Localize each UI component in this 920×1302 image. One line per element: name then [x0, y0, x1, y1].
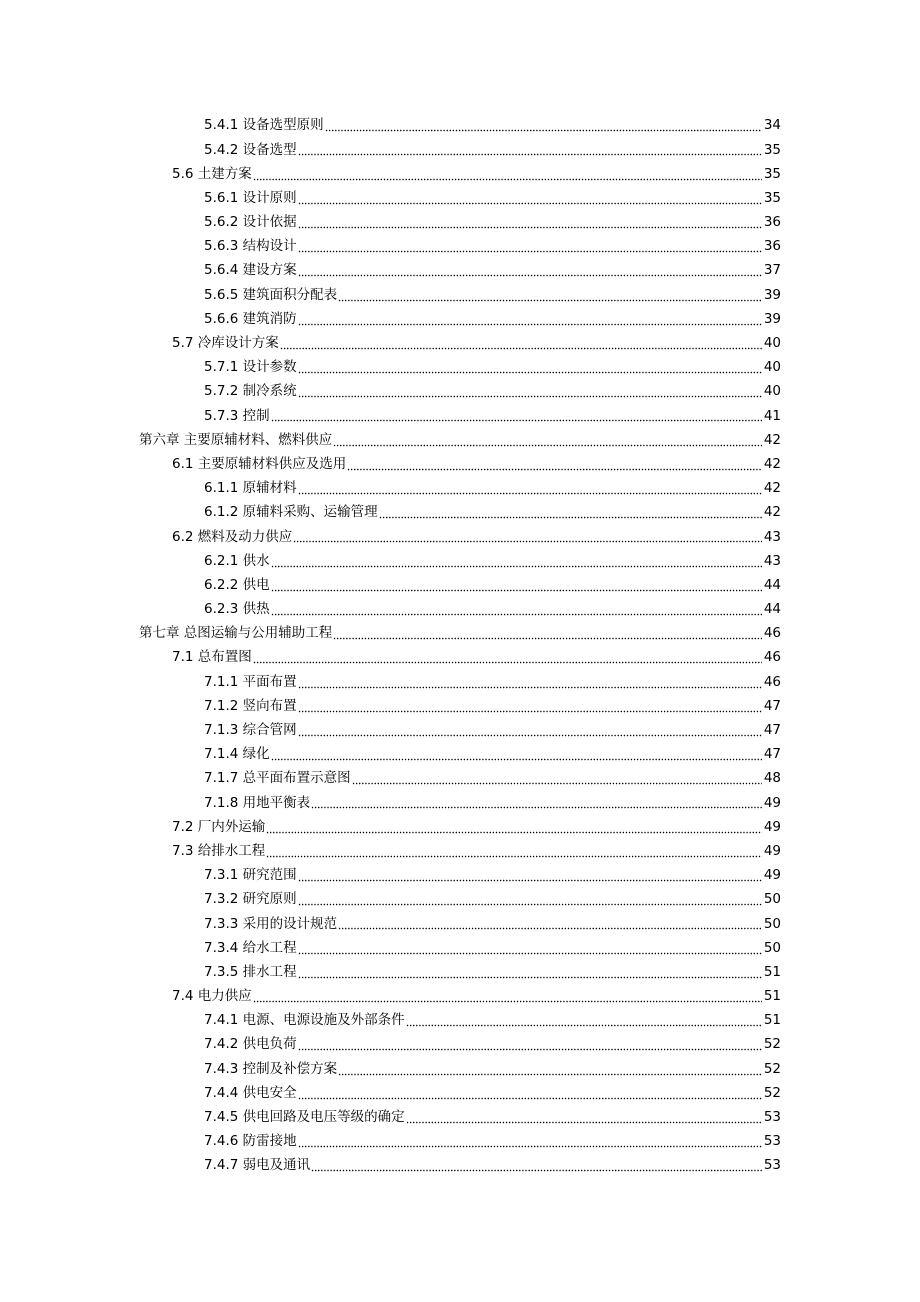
dot-leader [253, 654, 762, 664]
toc-entry-title: 7.1.7 总平面布置示意图 [204, 770, 351, 787]
toc-entry-page-number: 49 [763, 842, 781, 859]
toc-entry[interactable] [0, 211, 920, 235]
toc-entry-page-number: 43 [763, 552, 781, 569]
toc-entry[interactable] [0, 1057, 920, 1081]
toc-entry-page-number: 48 [763, 770, 781, 787]
dot-leader [298, 1138, 762, 1148]
dot-leader [338, 920, 762, 930]
toc-entry-page-number: 34 [763, 117, 781, 134]
toc-entry-page-number: 42 [763, 455, 781, 472]
dot-leader [298, 1090, 762, 1100]
toc-entry[interactable] [0, 1130, 920, 1154]
toc-entry-title: 7.3 给排水工程 [172, 842, 266, 859]
toc-entry[interactable] [0, 356, 920, 380]
toc-entry[interactable] [0, 283, 920, 307]
toc-entry[interactable] [0, 1154, 920, 1178]
dot-leader [333, 630, 762, 640]
dot-leader [298, 945, 762, 955]
toc-entry-title: 5.7.2 制冷系统 [204, 383, 297, 400]
toc-entry[interactable] [0, 187, 920, 211]
toc-entry-title: 7.4 电力供应 [172, 988, 252, 1005]
toc-entry[interactable] [0, 912, 920, 936]
dot-leader [298, 872, 762, 882]
toc-entry-title: 7.4.2 供电负荷 [204, 1036, 297, 1053]
toc-entry-page-number: 47 [763, 697, 781, 714]
toc-entry-title: 7.1.3 综合管网 [204, 722, 297, 739]
toc-entry[interactable] [0, 1009, 920, 1033]
toc-entry[interactable] [0, 840, 920, 864]
toc-entry-title: 7.1.2 竖向布置 [204, 697, 297, 714]
toc-entry-page-number: 44 [763, 601, 781, 618]
toc-entry-title: 7.3.3 采用的设计规范 [204, 915, 338, 932]
toc-entry[interactable] [0, 1106, 920, 1130]
dot-leader [333, 437, 762, 447]
toc-entry-title: 5.6 土建方案 [172, 165, 252, 182]
toc-entry[interactable] [0, 985, 920, 1009]
toc-entry-page-number: 35 [763, 165, 781, 182]
toc-entry-page-number: 42 [763, 504, 781, 521]
dot-leader [298, 364, 762, 374]
toc-entry-title: 5.7.1 设计参数 [204, 359, 297, 376]
dot-leader [298, 388, 762, 398]
toc-entry-page-number: 37 [763, 262, 781, 279]
toc-entry-page-number: 50 [763, 891, 781, 908]
toc-entry[interactable] [0, 574, 920, 598]
dot-leader [271, 606, 762, 616]
table-of-contents [0, 114, 920, 1178]
toc-entry-title: 7.1.4 绿化 [204, 746, 270, 763]
toc-entry-page-number: 42 [763, 431, 781, 448]
toc-entry-title: 7.3.1 研究范围 [204, 867, 297, 884]
toc-entry[interactable] [0, 695, 920, 719]
toc-entry[interactable] [0, 162, 920, 186]
toc-entry-title: 5.4.1 设备选型原则 [204, 117, 324, 134]
toc-entry[interactable] [0, 622, 920, 646]
toc-entry[interactable] [0, 453, 920, 477]
toc-entry-title: 7.4.4 供电安全 [204, 1084, 297, 1101]
toc-entry[interactable] [0, 646, 920, 670]
toc-entry-page-number: 35 [763, 189, 781, 206]
toc-entry[interactable] [0, 259, 920, 283]
dot-leader [298, 969, 762, 979]
dot-leader [298, 1041, 762, 1051]
toc-entry-page-number: 50 [763, 939, 781, 956]
dot-leader [266, 848, 762, 858]
dot-leader [271, 412, 762, 422]
dot-leader [280, 340, 762, 350]
toc-entry-title: 5.6.3 结构设计 [204, 238, 297, 255]
toc-entry-page-number: 41 [763, 407, 781, 424]
toc-entry-title: 7.2 厂内外运输 [172, 818, 266, 835]
dot-leader [271, 582, 762, 592]
toc-entry[interactable] [0, 888, 920, 912]
toc-entry-title: 6.2.3 供热 [204, 601, 270, 618]
toc-entry[interactable] [0, 138, 920, 162]
toc-entry-page-number: 52 [763, 1036, 781, 1053]
dot-leader [311, 1162, 762, 1172]
dot-leader [298, 219, 762, 229]
dot-leader [379, 509, 762, 519]
toc-entry-page-number: 51 [763, 988, 781, 1005]
toc-entry-page-number: 49 [763, 867, 781, 884]
toc-entry-page-number: 36 [763, 214, 781, 231]
toc-entry[interactable] [0, 598, 920, 622]
toc-entry-page-number: 40 [763, 359, 781, 376]
toc-entry-page-number: 40 [763, 383, 781, 400]
dot-leader [406, 1017, 762, 1027]
dot-leader [338, 1066, 762, 1076]
toc-entry-page-number: 44 [763, 576, 781, 593]
dot-leader [298, 727, 762, 737]
toc-entry[interactable] [0, 404, 920, 428]
toc-entry[interactable] [0, 1033, 920, 1057]
toc-entry-title: 7.4.7 弱电及通讯 [204, 1157, 311, 1174]
toc-entry-page-number: 51 [763, 963, 781, 980]
toc-entry-page-number: 35 [763, 141, 781, 158]
dot-leader [298, 267, 762, 277]
toc-entry-page-number: 46 [763, 673, 781, 690]
toc-entry-title: 7.1 总布置图 [172, 649, 252, 666]
dot-leader [298, 316, 762, 326]
toc-entry[interactable] [0, 332, 920, 356]
toc-entry-page-number: 47 [763, 746, 781, 763]
toc-entry-title: 5.6.1 设计原则 [204, 189, 297, 206]
toc-entry[interactable] [0, 380, 920, 404]
toc-entry-title: 7.3.4 给水工程 [204, 939, 297, 956]
toc-entry-title: 7.4.5 供电回路及电压等级的确定 [204, 1109, 405, 1126]
toc-entry-page-number: 52 [763, 1060, 781, 1077]
dot-leader [253, 171, 762, 181]
toc-entry-title: 7.4.3 控制及补偿方案 [204, 1060, 338, 1077]
toc-entry[interactable] [0, 308, 920, 332]
dot-leader [298, 485, 762, 495]
dot-leader [325, 122, 762, 132]
dot-leader [352, 775, 762, 785]
toc-entry-title: 第六章 主要原辅材料、燃料供应 [139, 431, 333, 448]
toc-entry-page-number: 52 [763, 1084, 781, 1101]
toc-entry-page-number: 51 [763, 1012, 781, 1029]
toc-entry-page-number: 43 [763, 528, 781, 545]
toc-entry[interactable] [0, 114, 920, 138]
toc-entry-page-number: 40 [763, 335, 781, 352]
dot-leader [271, 558, 762, 568]
toc-entry-page-number: 47 [763, 722, 781, 739]
toc-entry[interactable] [0, 501, 920, 525]
dot-leader [293, 533, 762, 543]
dot-leader [347, 461, 762, 471]
toc-entry-page-number: 46 [763, 649, 781, 666]
toc-entry-page-number: 39 [763, 310, 781, 327]
toc-entry-page-number: 53 [763, 1109, 781, 1126]
toc-entry-title: 6.1.1 原辅材料 [204, 480, 297, 497]
dot-leader [266, 824, 762, 834]
toc-entry-title: 7.3.5 排水工程 [204, 963, 297, 980]
dot-leader [271, 751, 762, 761]
toc-entry-title: 5.6.2 设计依据 [204, 214, 297, 231]
dot-leader [338, 292, 762, 302]
toc-entry-title: 7.1.1 平面布置 [204, 673, 297, 690]
toc-entry[interactable] [0, 815, 920, 839]
toc-entry-title: 6.2.2 供电 [204, 576, 270, 593]
dot-leader [298, 243, 762, 253]
toc-entry-title: 6.1.2 原辅料采购、运输管理 [204, 504, 378, 521]
dot-leader [311, 799, 762, 809]
toc-entry[interactable] [0, 1082, 920, 1106]
toc-entry[interactable] [0, 477, 920, 501]
dot-leader [298, 195, 762, 205]
toc-entry[interactable] [0, 743, 920, 767]
toc-entry[interactable] [0, 428, 920, 452]
toc-entry[interactable] [0, 864, 920, 888]
toc-entry[interactable] [0, 791, 920, 815]
dot-leader [298, 679, 762, 689]
dot-leader [298, 146, 762, 156]
toc-entry-title: 5.7.3 控制 [204, 407, 270, 424]
toc-entry-title: 5.6.5 建筑面积分配表 [204, 286, 338, 303]
toc-entry-page-number: 49 [763, 818, 781, 835]
toc-entry-page-number: 49 [763, 794, 781, 811]
toc-entry-title: 7.3.2 研究原则 [204, 891, 297, 908]
toc-entry-page-number: 46 [763, 625, 781, 642]
toc-entry-title: 5.6.4 建设方案 [204, 262, 297, 279]
toc-entry-title: 7.1.8 用地平衡表 [204, 794, 311, 811]
toc-entry[interactable] [0, 525, 920, 549]
toc-entry-title: 5.6.6 建筑消防 [204, 310, 297, 327]
toc-entry[interactable] [0, 670, 920, 694]
toc-entry-title: 5.7 冷库设计方案 [172, 335, 279, 352]
toc-entry-page-number: 50 [763, 915, 781, 932]
toc-entry[interactable] [0, 936, 920, 960]
toc-entry-page-number: 42 [763, 480, 781, 497]
toc-entry[interactable] [0, 549, 920, 573]
dot-leader [406, 1114, 762, 1124]
toc-entry-title: 7.4.6 防雷接地 [204, 1133, 297, 1150]
toc-entry-title: 7.4.1 电源、电源设施及外部条件 [204, 1012, 405, 1029]
toc-entry[interactable] [0, 719, 920, 743]
toc-entry-title: 5.4.2 设备选型 [204, 141, 297, 158]
toc-entry-title: 6.2.1 供水 [204, 552, 270, 569]
toc-entry-page-number: 39 [763, 286, 781, 303]
toc-entry-page-number: 53 [763, 1133, 781, 1150]
dot-leader [298, 703, 762, 713]
toc-entry-title: 6.2 燃料及动力供应 [172, 528, 293, 545]
toc-entry-page-number: 53 [763, 1157, 781, 1174]
dot-leader [298, 896, 762, 906]
toc-entry[interactable] [0, 767, 920, 791]
toc-entry-title: 6.1 主要原辅材料供应及选用 [172, 455, 347, 472]
toc-entry[interactable] [0, 961, 920, 985]
toc-entry-page-number: 36 [763, 238, 781, 255]
toc-entry[interactable] [0, 235, 920, 259]
dot-leader [253, 993, 762, 1003]
toc-entry-title: 第七章 总图运输与公用辅助工程 [139, 625, 333, 642]
